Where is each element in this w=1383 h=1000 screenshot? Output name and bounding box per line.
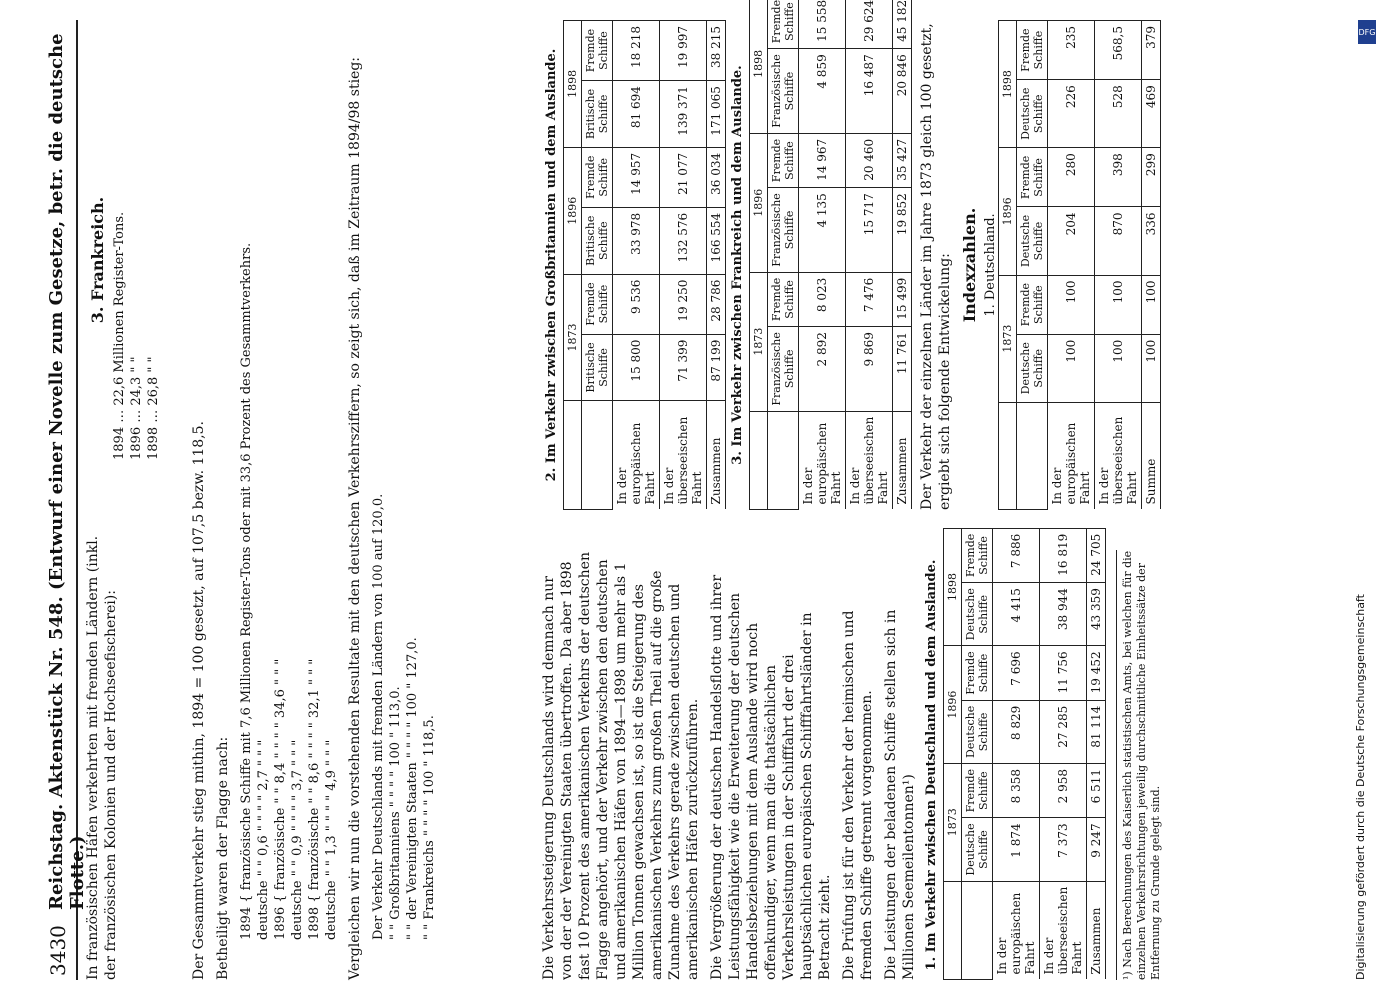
digitization-credit: Digitalisierung gefördert durch die Deutsche Forschungsgemeinschaft — [1354, 594, 1367, 980]
table-row: Zusammen 9 247 6 511 81 114 19 452 43 359 24 705 — [1087, 528, 1106, 979]
frankreich-years — [111, 20, 162, 460]
dfg-logo: DFG — [1358, 20, 1376, 44]
year-row: 1898 … 26,8 " " — [146, 356, 161, 460]
frankreich-intro: In französischen Häfen verkehrten mit fremden Ländern (inkl. der französischen Kolonien und der Hochseefischerei): — [85, 535, 119, 980]
table-row: Summe 100 100 336 299 469 379 — [1142, 21, 1161, 510]
growth-block — [190, 20, 444, 980]
table-row: In der europäischen Fahrt 1 874 8 358 8 829 7 696 4 415 7 886 — [993, 528, 1040, 979]
year-row: 1896 … 24,3 " " — [129, 356, 144, 460]
flags-intro: Betheiligt waren der Flagge nach: — [215, 736, 231, 980]
table2-heading: 2. Im Verkehr zwischen Großbritannien und dem Auslande. — [544, 48, 559, 482]
table-row: In der überseeischen Fahrt 9 869 7 476 15 717 20 460 16 487 29 624 — [846, 0, 893, 510]
growth-text: Der Gesammtverkehr stieg mithin, 1894 = 100 gesetzt, auf 107,5 bezw. 118,5. — [191, 421, 207, 980]
page-title: Reichstag. Aktenstück Nr. 548. (Entwurf einer Novelle zum Gesetze, betr. die deutsche Flotte.) — [46, 33, 88, 910]
table1-heading: 1. Im Verkehr zwischen Deutschland und dem Auslande. — [924, 559, 939, 971]
paragraph: Die Prüfung ist für den Verkehr der heimischen und fremden Schiffe getrennt vorgenommen. — [841, 610, 875, 980]
table-index: 1873 1896 1898 Deutsche Schiffe Fremde Schiffe Deutsche Schiffe Fremde Schiffe Deutsche Schiffe Fremde Schiffe In der europäischen Fahrt 100 100 204 280 226 235 In der überseeischen Fahrt 100 100 870 398 528 568,5 Summe 100 100 336 299 469 379 — [998, 20, 1161, 510]
table-frankreich: 1873 1896 1898 Französische Schiffe Fremde Schiffe Französische Schiffe Fremde Schiffe Französische Schiffe Fremde Schiffe In der europäischen Fahrt 2 892 8 023 4 135 14 967 4 859 15 558 In der überseeischen Fahrt 9 869 7 476 15 717 20 460 16 487 29 624 Zusammen 11 761 15 499 19 852 35 427 20 846 45 182 — [749, 0, 912, 510]
frankreich-right — [84, 20, 168, 500]
right-column — [540, 0, 1161, 510]
paragraph: Die Leistungen der beladenen Schiffe stellen sich in Millionen Seemeilentonnen¹) — [883, 609, 917, 980]
paragraph: Die Verkehrssteigerung Deutschlands wird demnach nur von der der Vereinigten Staaten übertroffen. Da aber 1898 fast 10 Prozent des amerikanischen Verkehrs der deutschen Flagge angehört, und der Verkehr zwischen den deutschen und amerikanischen Häfen von 1894—1898 um mehr als 1 Million Tonnen gewachsen ist, so ist die Steigerung des amerikanischen Verkehrs zum großen Theil auf die große Zunahme des Verkehrs gerade zwischen deutschen und amerikanischen Häfen zurückzuführen. — [541, 552, 701, 980]
table-grossbritannien: 1873 1896 1898 Britische Schiffe Fremde Schiffe Britische Schiffe Fremde Schiffe Britische Schiffe Fremde Schiffe In der europäischen Fahrt 15 800 9 536 33 978 14 957 81 694 18 218 In der überseeischen Fahrt 71 399 19 250 132 576 21 077 139 371 19 997 Zusammen 87 199 28 786 166 554 36 034 171 065 38 215 — [563, 20, 726, 510]
table-row: In der überseeischen Fahrt 71 399 19 250 132 576 21 077 139 371 19 997 — [660, 21, 707, 510]
index-sub: 1. Deutschland. — [983, 213, 998, 317]
paragraph: Die Vergrößerung der deutschen Handelsflotte und ihrer Leistungsfähigkeit wie die Erweiterung der deutschen Handelsbeziehungen mit dem Auslande wird noch offenkundiger, wenn man die thatsächlichen Verkehrsleistungen in der Schifffahrt der drei hauptsächlichen europäischen Schifffahrtsländer in Betracht zieht. — [709, 574, 833, 980]
table-row: In der überseeischen Fahrt 7 373 2 958 27 285 11 756 38 944 16 819 — [1040, 528, 1087, 979]
left-column — [540, 533, 1163, 980]
compare-text: Vergleichen wir nun die vorstehenden Resultate mit den deutschen Verkehrsziffern, so zeigt sich, daß im Zeitraum 1894/98 stieg: — [347, 56, 363, 980]
page-number: 3430 — [46, 925, 70, 976]
footnote: ¹) Nach Berechnungen des Kaiserlich statistischen Amts, bei welchen für die einzelnen Verkehrsrichtungen jeweilig durchschnittliche Einheitssätze der Entfernung zu Grunde gelegt sind. — [1116, 550, 1163, 980]
frankreich-heading: 3. Frankreich. — [88, 196, 107, 324]
year-row: 1894 … 22,6 Millionen Register-Tons. — [112, 211, 127, 460]
digitization-sidebar — [1354, 20, 1380, 980]
index-intro: Der Verkehr der einzelnen Länder im Jahre 1873 gleich 100 gesetzt, ergiebt sich folgende Entwickelung: — [919, 23, 953, 510]
rotated-content — [40, 0, 1340, 980]
index-heading: Indexzahlen. — [960, 207, 979, 323]
compare-list: Der Verkehr Deutschlands mit fremden Ländern von 100 auf 120,0. " " Großbritanniens " " " " 100 " 113,0. " " der Vereinigten Staaten " " " " 100 " 127,0. " " Frankreichs " " " " 100 " 118,5. — [371, 493, 437, 940]
table-row: In der europäischen Fahrt 100 100 204 280 226 235 — [1048, 21, 1095, 510]
table3-heading: 3. Im Verkehr zwischen Frankreich und dem Auslande. — [730, 65, 745, 465]
table-row: Zusammen 87 199 28 786 166 554 36 034 171 065 38 215 — [707, 21, 726, 510]
table-row: In der europäischen Fahrt 2 892 8 023 4 135 14 967 4 859 15 558 — [799, 0, 846, 510]
page-header — [40, 20, 88, 980]
table-row: In der europäischen Fahrt 15 800 9 536 33 978 14 957 81 694 18 218 — [613, 21, 660, 510]
flags-list: 1894 { französische Schiffe mit 7,6 Millionen Register-Tons oder mit 33,6 Prozent des Gesammtverkehrs. deutsche " " 0,6 " " " " 2,7 " " " 1896 { französische " " 8,4 " " " " 34,6 " " " deutsche " " 0,9 " " " " 3,7 " " " 1898 { französische " " 8,6 " " " " 32,1 " " " deutsche " " 1,3 " " " " 4,9 " " " — [239, 242, 339, 940]
table-row: Zusammen 11 761 15 499 19 852 35 427 20 846 45 182 — [893, 0, 912, 510]
table-row: In der überseeischen Fahrt 100 100 870 398 528 568,5 — [1095, 21, 1142, 510]
table-deutschland: 1873 1896 1898 Deutsche Schiffe Fremde Schiffe Deutsche Schiffe Fremde Schiffe Deutsche Schiffe Fremde Schiffe In der europäischen Fahrt 1 874 8 358 8 829 7 696 4 415 7 886 In der überseeischen Fahrt 7 373 2 958 27 285 11 756 38 944 16 819 Zusammen 9 247 6 511 81 114 19 452 43 359 24 705 — [943, 528, 1106, 980]
